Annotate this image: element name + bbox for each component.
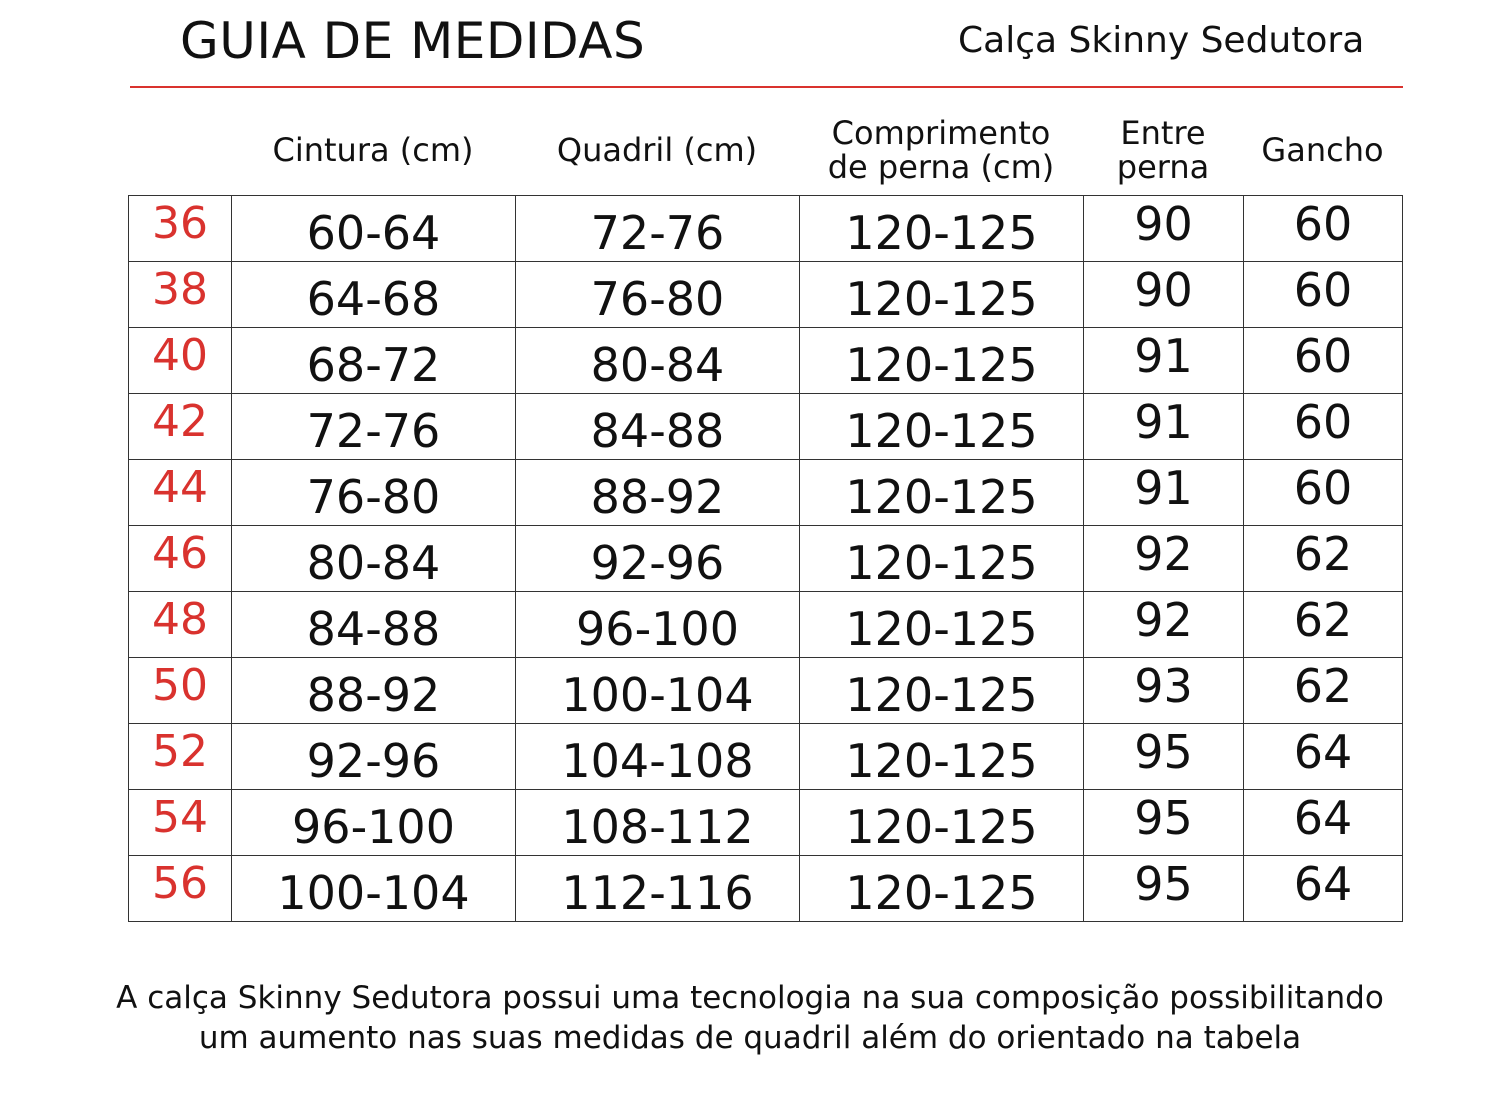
table-row [129, 196, 1403, 262]
entre-perna-cell: 93 [1084, 658, 1244, 724]
entre-perna-cell: 91 [1084, 394, 1244, 460]
gancho-cell: 60 [1244, 196, 1403, 262]
entre-perna-cell: 90 [1084, 262, 1244, 328]
cintura-cell: 80-84 [232, 526, 516, 592]
quadril-cell: 100-104 [516, 658, 800, 724]
table-row [129, 394, 1403, 460]
comprimento-cell: 120-125 [800, 526, 1084, 592]
cintura-cell: 76-80 [232, 460, 516, 526]
size-cell: 42 [129, 394, 232, 460]
gancho-cell: 64 [1244, 790, 1403, 856]
size-cell: 44 [129, 460, 232, 526]
comprimento-cell: 120-125 [800, 394, 1084, 460]
cintura-cell: 64-68 [232, 262, 516, 328]
entre-perna-cell: 95 [1084, 790, 1244, 856]
fabric-note-line-2: um aumento nas suas medidas de quadril além do orientado na tabela [198, 1020, 1302, 1056]
quadril-cell: 80-84 [516, 328, 800, 394]
entre-perna-cell: 92 [1084, 526, 1244, 592]
quadril-cell: 72-76 [516, 196, 800, 262]
gancho-cell: 60 [1244, 328, 1403, 394]
quadril-cell: 76-80 [516, 262, 800, 328]
gancho-cell: 60 [1244, 262, 1403, 328]
gancho-cell: 62 [1244, 592, 1403, 658]
comprimento-cell: 120-125 [800, 328, 1084, 394]
quadril-cell: 96-100 [516, 592, 800, 658]
gancho-cell: 62 [1244, 526, 1403, 592]
size-cell: 56 [129, 856, 232, 922]
table-row [129, 460, 1403, 526]
gancho-cell: 64 [1244, 724, 1403, 790]
size-cell: 38 [129, 262, 232, 328]
quadril-cell: 112-116 [516, 856, 800, 922]
table-row [129, 856, 1403, 922]
table-row [129, 262, 1403, 328]
fabric-note-line-1: A calça Skinny Sedutora possui uma tecnologia na sua composição possibilitando [116, 980, 1384, 1016]
table-row [129, 592, 1403, 658]
cintura-cell: 68-72 [232, 328, 516, 394]
size-table-body [129, 196, 1403, 922]
table-row [129, 658, 1403, 724]
comprimento-cell: 120-125 [800, 724, 1084, 790]
entre-perna-cell: 95 [1084, 724, 1244, 790]
fabric-note [0, 978, 1500, 1058]
quadril-cell: 92-96 [516, 526, 800, 592]
column-header-comprimento: Comprimento de perna (cm) [827, 114, 1055, 186]
table-row [129, 328, 1403, 394]
size-cell: 46 [129, 526, 232, 592]
comprimento-cell: 120-125 [800, 658, 1084, 724]
entre-perna-cell: 95 [1084, 856, 1244, 922]
quadril-cell: 108-112 [516, 790, 800, 856]
comprimento-cell: 120-125 [800, 592, 1084, 658]
quadril-cell: 88-92 [516, 460, 800, 526]
column-header-quadril: Quadril (cm) [556, 131, 758, 169]
title-divider [130, 86, 1403, 88]
gancho-cell: 64 [1244, 856, 1403, 922]
entre-perna-cell: 91 [1084, 328, 1244, 394]
gancho-cell: 60 [1244, 394, 1403, 460]
page-title: GUIA DE MEDIDAS [180, 12, 646, 70]
column-header-entre-perna: Entre perna [1116, 114, 1210, 186]
quadril-cell: 104-108 [516, 724, 800, 790]
cintura-cell: 84-88 [232, 592, 516, 658]
cintura-cell: 96-100 [232, 790, 516, 856]
column-header-cintura: Cintura (cm) [272, 131, 474, 169]
comprimento-cell: 120-125 [800, 790, 1084, 856]
size-table [128, 195, 1403, 922]
comprimento-cell: 120-125 [800, 460, 1084, 526]
size-cell: 48 [129, 592, 232, 658]
comprimento-cell: 120-125 [800, 262, 1084, 328]
gancho-cell: 62 [1244, 658, 1403, 724]
entre-perna-cell: 92 [1084, 592, 1244, 658]
entre-perna-cell: 91 [1084, 460, 1244, 526]
quadril-cell: 84-88 [516, 394, 800, 460]
comprimento-cell: 120-125 [800, 856, 1084, 922]
size-cell: 36 [129, 196, 232, 262]
column-header-gancho: Gancho [1261, 131, 1384, 169]
size-cell: 40 [129, 328, 232, 394]
size-cell: 52 [129, 724, 232, 790]
table-row [129, 724, 1403, 790]
table-row [129, 790, 1403, 856]
cintura-cell: 100-104 [232, 856, 516, 922]
table-row [129, 526, 1403, 592]
size-cell: 50 [129, 658, 232, 724]
cintura-cell: 92-96 [232, 724, 516, 790]
entre-perna-cell: 90 [1084, 196, 1244, 262]
cintura-cell: 88-92 [232, 658, 516, 724]
gancho-cell: 60 [1244, 460, 1403, 526]
product-name: Calça Skinny Sedutora [958, 20, 1365, 61]
comprimento-cell: 120-125 [800, 196, 1084, 262]
cintura-cell: 72-76 [232, 394, 516, 460]
cintura-cell: 60-64 [232, 196, 516, 262]
size-cell: 54 [129, 790, 232, 856]
